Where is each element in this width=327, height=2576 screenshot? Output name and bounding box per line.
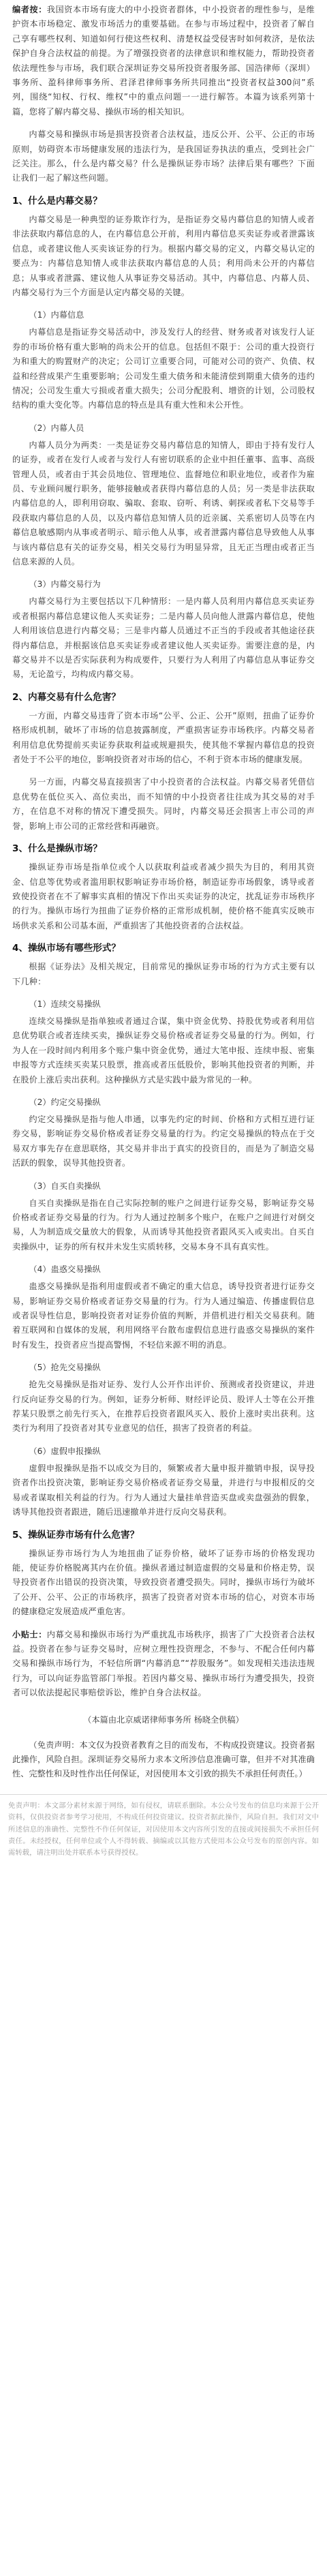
body-paragraph: 自买自卖操纵是指在自己实际控制的账户之间进行证券交易，影响证券交易价格或者证券交易量的行为。行为人通过控制多个账户，在账户之间进行对倒交易，人为制造成交量放大的假象，从而诱导其他投资者跟风买入或卖出。自买自卖操纵中，证券的所有权并未发生实质转移，交易本身不具有真实性。 (12, 1198, 315, 1252)
subsection-heading: （2）内幕人员 (29, 423, 84, 433)
subsection-heading: （1）连续交易操纵 (29, 999, 101, 1009)
body-paragraph: 内幕交易和操纵市场是损害投资者合法权益，违反公开、公平、公正的市场原则，妨碍资本市场健康发展的违法行为，是我国证券执法的重点，受到社会广泛关注。那么，什么是内幕交易？什么是操纵证券市场？法律后果有哪些？下面让我们一起了解这些问题。 (12, 130, 315, 183)
article-disclaimer: （免责声明：本文仅为投资者教育之目的而发布，不构成投资建议。投资者据此操作，风险自担。深圳证券交易所力求本文所涉信息准确可靠，但并不对其准确性、完整性和及时性作出任何保证，对因使用本文引致的损失不承担任何责任。） (12, 1740, 315, 1779)
tips-label: 小贴士： (12, 1629, 47, 1639)
body-paragraph: 约定交易操纵是指与他人串通，以事先约定的时间、价格和方式相互进行证券交易，影响证券交易价格或者证券交易量的行为。约定交易操纵的特点在于交易双方事先存在意思联络，其交易并非出于真实的投资目的，而是为了制造交易活跃的假象，误导其他投资者。 (12, 1114, 315, 1168)
section-heading: 5、操纵证券市场有什么危害？ (12, 1529, 140, 1541)
subsection-heading: （4）蛊惑交易操纵 (29, 1264, 101, 1275)
editor-note-label: 编者按： (12, 5, 47, 14)
subsection-heading: （3）内幕交易行为 (29, 579, 101, 590)
body-paragraph: 另一方面，内幕交易直接损害了中小投资者的合法权益。内幕交易者凭借信息优势在低位买入、高位卖出，而不知情的中小投资者往往成为其交易的对手方，在信息不对称的情况下遭受损失。同时，内幕交易还会损害上市公司的声誉，影响上市公司的正常经营和再融资。 (12, 777, 315, 831)
subsection-heading: （1）内幕信息 (29, 310, 84, 320)
body-paragraph: 内幕交易是一种典型的证券欺诈行为，是指证券交易内幕信息的知情人或者非法获取内幕信息的人，在内幕信息公开前，利用内幕信息买卖证券或者泄露该信息，或者建议他人买卖该证券的行为。根据内幕交易的定义，内幕交易认定的要点为：内幕信息知情人或非法获取内幕信息的人员；利用尚未公开的内幕信息；从事或者泄露、建议他人从事证券交易活动。其中，内幕信息、内幕人员、内幕交易行为三个方面是认定内幕交易的关键。 (12, 214, 315, 297)
footer-notice: 免责声明：本文部分素材来源于网络，如有侵权，请联系删除。本公众号发布的信息均来源于公开资料，仅供投资者参考学习使用，不构成任何投资建议。投资者据此操作，风险自担。我们对文中所述信息的准确性、完整性不作任何保证，对因使用本文内容所引发的直接或间接损失不承担任何责任。未经授权，任何单位或个人不得转载、摘编或以其他方式使用本公众号发布的原创内容。如需转载，请注明出处并联系本号获得授权。 (0, 1794, 327, 1860)
section-heading: 3、什么是操纵市场？ (12, 843, 102, 855)
article-signature: （本篇由北京威诺律师事务所 杨晓全供稿） (83, 1714, 244, 1725)
subsection-heading: （2）约定交易操纵 (29, 1097, 101, 1107)
body-paragraph: 操纵证券市场是指单位或个人以获取利益或者减少损失为目的，利用其资金、信息等优势或者滥用职权影响证券市场价格，制造证券市场假象，诱导或者致使投资者在不了解事实真相的情况下作出买卖证券的决定，扰乱证券市场秩序的行为。操纵市场行为扭曲了证券价格的正常形成机制，使价格不能真实反映市场供求关系和公司基本面，严重损害了其他投资者的合法权益。 (12, 862, 315, 930)
section-heading: 2、内幕交易有什么危害？ (12, 691, 121, 703)
body-paragraph: 内幕交易行为主要包括以下几种情形：一是内幕人员利用内幕信息买卖证券或者根据内幕信息建议他人买卖证券；二是内幕人员向他人泄露内幕信息，使他人利用该信息进行内幕交易；三是非内幕人员通过不正当的手段或者其他途径获得内幕信息，并根据该信息买卖证券或者建议他人买卖证券。需要注意的是，内幕交易并不以是否实际获利为构成要件，只要行为人利用了内幕信息从事证券交易，无论盈亏，均构成内幕交易。 (12, 596, 315, 680)
body-paragraph: 连续交易操纵是指单独或者通过合谋，集中资金优势、持股优势或者利用信息优势联合或者连续买卖，操纵证券交易价格或者证券交易量的行为。例如，行为人在一段时间内利用多个账户集中资金优势，通过大笔申报、连续申报、密集申报等方式连续买卖某只股票，推高或者压低股价，影响其他投资者的判断，并在股价上涨后卖出获利。这种操纵方式是实践中最为常见的一种。 (12, 1016, 315, 1085)
body-paragraph: 蛊惑交易操纵是指利用虚假或者不确定的重大信息，诱导投资者进行证券交易，影响证券交易价格或者证券交易量的行为。行为人通过编造、传播虚假信息或者误导性信息，影响投资者对证券价值的判断，并借机进行相关交易获利。随着互联网和自媒体的发展，利用网络平台散布虚假信息进行蛊惑交易操纵的案件时有发生，投资者应当提高警惕，不轻信来源不明的消息。 (12, 1282, 315, 1350)
tips-paragraph (12, 1628, 315, 1701)
body-paragraph: 一方面，内幕交易违背了资本市场“公平、公正、公开”原则，扭曲了证券价格形成机制，破坏了市场的信息披露制度，严重损害证券市场秩序。内幕交易者利用信息优势提前买卖证券获取利益或规避损失，使其他不掌握内幕信息的投资者处于不公平的地位，影响投资者对市场的信心，不利于资本市场的健康发展。 (12, 710, 315, 765)
subsection-heading: （5）抢先交易操纵 (29, 1363, 101, 1373)
section-heading: 4、操纵市场有哪些形式？ (12, 943, 121, 954)
editor-note (12, 3, 315, 119)
section-heading: 1、什么是内幕交易？ (12, 195, 102, 207)
body-paragraph: 根据《证券法》及相关规定，目前常见的操纵证券市场的行为方式主要有以下几种： (12, 962, 315, 986)
article-content (12, 127, 315, 1700)
subsection-heading: （3）自买自卖操纵 (29, 1181, 101, 1191)
editor-note-text: 我国资本市场有庞大的中小投资者群体，中小投资者的理性参与，是维护资本市场稳定、激发市场活力的重要基础。在参与市场过程中，投资者了解自己享有哪些权利、知道如何行使这些权利、清楚权益受侵害时如何救济，是依法保护自身合法权益的前提。为了增强投资者的法律意识和维权能力，帮助投资者依法理性参与市场，我们联合深圳证券交易所投资者服务部、国浩律师（深圳）事务所、盈科律师事务所、君泽君律师事务所共同推出“投资者权益300问”系列，围绕“知权、行权、维权”中的重点问题一一进行解答。本篇为该系列第十篇，您将了解内幕交易、操纵市场的相关知识。 (12, 5, 315, 117)
subsection-heading: （6）虚假申报操纵 (29, 1446, 101, 1456)
body-paragraph: 抢先交易操纵是指对证券、发行人公开作出评价、预测或者投资建议，并进行反向证券交易的行为。例如，证券分析师、财经评论员、股评人士等在公开推荐某只股票之前先行买入，在推荐后投资者跟风买入、股价上涨时卖出获利。这类行为利用了投资者对其专业意见的信任，损害了投资者的利益。 (12, 1380, 315, 1434)
body-paragraph: 内幕信息是指证券交易活动中，涉及发行人的经营、财务或者对该发行人证券的市场价格有重大影响的尚未公开的信息。包括但不限于：公司的重大投资行为和重大的购置财产的决定；公司订立重要合同，可能对公司的资产、负债、权益和经营成果产生重要影响；公司发生重大债务和未能清偿到期重大债务的违约情况；公司发生重大亏损或者重大损失；公司分配股利、增资的计划，公司股权结构的重大变化等。内幕信息的特点是具有重大性和未公开性。 (12, 327, 315, 410)
body-paragraph: 内幕人员分为两类：一类是证券交易内幕信息的知情人，即由于持有发行人的证券，或者在发行人或者与发行人有密切联系的企业中担任董事、监事、高级管理人员，或者由于其会员地位、管理地位、监督地位和职业地位，或者作为雇员、专业顾问履行职务，能够接触或者获得内幕信息的人员；另一类是非法获取内幕信息的人，即利用窃取、骗取、套取、窃听、利诱、刺探或者私下交易等手段获取内幕信息的人员，以及内幕信息知情人员的近亲属、关系密切人员等在内幕信息敏感期内从事或者明示、暗示他人从事，或者泄露内幕信息导致他人从事与该内幕信息有关的证券交易，相关交易行为明显异常，且无正当理由或者正当信息来源的人员。 (12, 440, 315, 566)
body-paragraph: 操纵证券市场行为人为地扭曲了证券价格，破坏了证券市场的价格发现功能，使证券价格脱离其内在价值。操纵者通过制造虚假的交易量和价格走势，误导投资者作出错误的投资决策，导致投资者遭受损失。同时，操纵市场行为破坏了公开、公平、公正的市场秩序，损害了投资者对资本市场的信心，对资本市场的健康稳定发展造成严重危害。 (12, 1548, 315, 1617)
body-paragraph: 虚假申报操纵是指不以成交为目的，频繁或者大量申报并撤销申报，误导投资者作出投资决策，影响证券交易价格或者证券交易量，并进行与申报相反的交易或者谋取相关利益的行为。行为人通过大量挂单营造买盘或卖盘强劲的假象，诱导其他投资者跟进，随后迅速撤单并进行反向交易获利。 (12, 1463, 315, 1517)
tips-text: 内幕交易和操纵市场行为严重扰乱市场秩序，损害了广大投资者合法权益。投资者在参与证券交易时，应树立理性投资理念，不参与、不配合任何内幕交易和操纵市场行为，不轻信所谓“内幕消息”“荐股服务”。如发现相关违法违规行为，可以向证券监管部门举报。若因内幕交易、操纵市场行为遭受损失，投资者可以依法提起民事赔偿诉讼，维护自身合法权益。 (12, 1629, 315, 1698)
